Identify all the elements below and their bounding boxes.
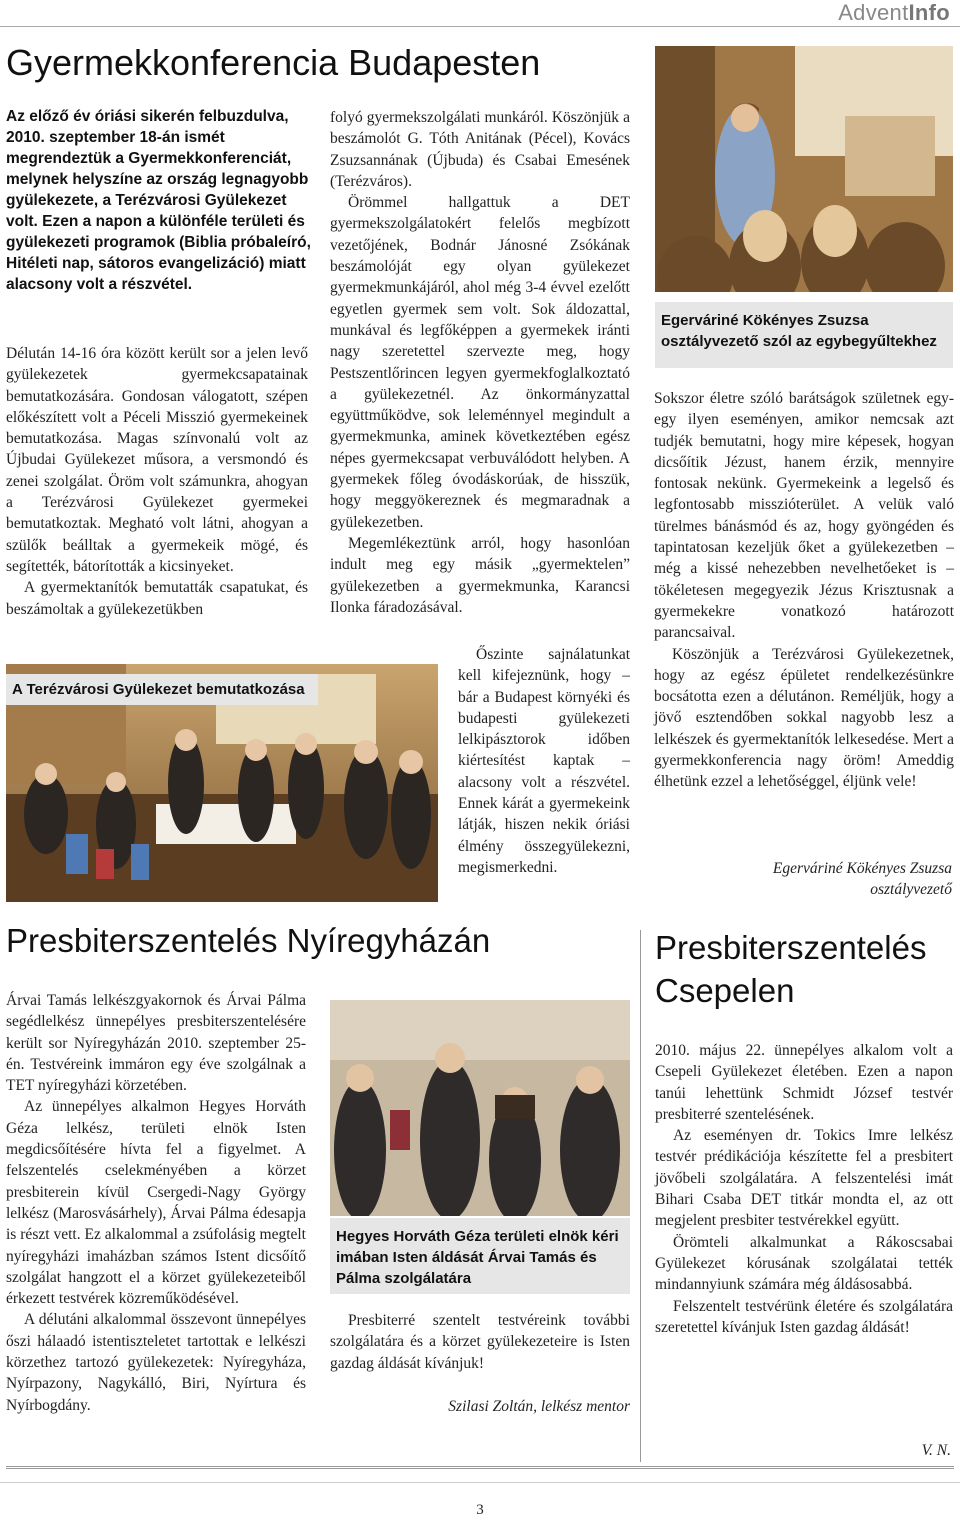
column-divider bbox=[640, 930, 641, 1462]
footer-rule bbox=[6, 1466, 954, 1469]
article-title-gyermekkonferencia: Gyermekkonferencia Budapesten bbox=[6, 42, 541, 83]
footer-rule-thin bbox=[0, 1482, 960, 1483]
paragraph: 2010. május 22. ünnepélyes alkalom volt a Csepeli Gyülekezet életében. Ezen a napon tanúi lehettünk Schmidt József testvér presbiterré szentelésének. bbox=[655, 1042, 953, 1123]
photo-caption-ordination: Hegyes Horváth Géza területi elnök kéri imában Isten áldását Árvai Tamás és Pálma szolgálatára bbox=[330, 1218, 630, 1294]
paragraph: A gyermektanítók bemutatták csapatukat, és beszámoltak a gyülekezetükben bbox=[6, 579, 308, 618]
article1-column-3 bbox=[654, 388, 954, 793]
paragraph: Őszinte sajnálatunkat kell kifejeznünk, hogy – bár a Budapest környéki és budapesti gyülekezeti lelkipásztorok időben kiértesítést kaptak – alacsony volt a részvétel. Ennek kárát a gyermekeink látják, hiszen nekik óriási élmény összegyülekezni, megismerkedni. bbox=[458, 646, 630, 876]
photo-scene bbox=[330, 1000, 630, 1216]
article3-signature: V. N. bbox=[921, 1442, 951, 1459]
header-rule bbox=[0, 26, 960, 27]
article2-body bbox=[6, 990, 306, 1416]
paragraph: Örömteli alkalmunkat a Rákoscsabai Gyülekezet kórusának szolgálatai tették mindannyiunk számára még áldásosabbá. bbox=[655, 1233, 953, 1294]
photo-caption-speaker: Egerváriné Kökényes Zsuzsa osztályvezető szól az egybegyűltekhez bbox=[655, 302, 953, 368]
article2-closing bbox=[330, 1310, 630, 1374]
paragraph: A délutáni alkalommal összevont ünnepélyes őszi hálaadó istentiszteletet tartottak e lelkészi körzethez tartozó gyülekezetek: Nyíregyháza, Nyírpazony, Nagykálló, Biri, Nyírtura és Nyírbogdány. bbox=[6, 1311, 306, 1414]
title-line: Csepelen bbox=[655, 972, 795, 1009]
paragraph: Az eseményen dr. Tokics Imre lelkész testvér prédikációja készítette fel a presbitert jövőbeli szolgálatára. A felszentelési imát Bihari Csaba DET titkár mondta el, az ott megjelent presbiter testvérekkel együtt. bbox=[655, 1127, 953, 1230]
paragraph: Megemlékeztünk arról, hogy hasonlóan indult meg egy másik „gyermektelen” gyülekezetben a gyermekmunka, Karancsi Ilonka fáradozásával. bbox=[330, 534, 630, 616]
article-lead: Az előző év óriási sikerén felbuzdulva, 2010. szeptember 18-án ismét megrendeztük a Gyermekkonferenciát, melynek helyszíne az ország legnagyobb gyülekezete, a Terézvárosi Gyülekezet volt. Ezen a napon a különféle területi és gyülekezeti programok (Biblia próbaleíró, Hitéleti nap, sátoros evangelizáció) miatt alacsony volt a részvétel. bbox=[6, 108, 311, 293]
photo-caption-terezvaros: A Terézvárosi Gyülekezet bemutatkozása bbox=[6, 674, 318, 705]
page-number: 3 bbox=[476, 1502, 484, 1518]
paragraph: Délután 14-16 óra között került sor a jelen levő gyülekezetek gyermekcsapatainak bemutatkozására. Gondosan válogatott, szépen előkészített volt a Péceli Misszió gyermekeinek bemutatkozása. Magas színvonalú volt az Újbudai Gyülekezet műsora, a versmondó és zenei szolgálat. Öröm volt számunkra, ahogyan a Terézvárosi Gyülekezet gyermekei bemutatkoztak. Megható volt látni, ahogyan a szülők beálltak a gyermekeik mögé, és segítették, bátorították a kicsinyeket. bbox=[6, 345, 308, 575]
article1-column-2-narrow bbox=[458, 644, 630, 878]
paragraph: Örömmel hallgattuk a DET gyermekszolgálatokért felelős megbízott vezetőjének, Bodnár Jánosné Zsókának beszámolóját egy olyan gyülekezet gyermekmunkájáról, ahol még 3-4 évvel ezelőtt egyetlen gyermek sem volt. Sok áldozattal, munkával és legfőképpen a gyermekek iránti nagy szeretettel szervezte meg, hogy Pestszentlőrincen legyen gyermekfoglalkoztató a gyülekezetnél. Az önkormányzattal együttműködve, sok leleménnyel megindult a gyermekmunka, aminek következtében egész népes gyermekcsapat verbuválódott helyben. A gyermekek főleg óvodáskorúak, de hisszük, hogy meggyökereznek és megmaradnak a gyülekezetben. bbox=[330, 194, 630, 531]
paragraph: Árvai Tamás lelkészgyakornok és Árvai Pálma segédlelkész ünnepélyes presbiterszentelésére került sor Nyíregyházán 2010. szeptember 25-én. Testvéreink immáron egy éve szolgálnak a TET nyíregyházi körzetében. bbox=[6, 992, 306, 1095]
signature-role: osztályvezető bbox=[870, 881, 952, 898]
photo-scene bbox=[655, 46, 953, 292]
paragraph: Presbiterré szentelt testvéreink további szolgálatára és a körzet gyülekezeteire is Isten gazdag áldását kívánjuk! bbox=[330, 1312, 630, 1372]
title-line: Presbiterszentelés bbox=[655, 929, 927, 966]
photo-speaker-at-podium bbox=[655, 46, 953, 292]
article1-column-1 bbox=[6, 343, 308, 620]
article1-column-2 bbox=[330, 107, 630, 618]
article-title-nyiregyhaza: Presbiterszentelés Nyíregyházán bbox=[6, 922, 491, 959]
magazine-brand: AdventInfo bbox=[838, 0, 950, 25]
article2-signature: Szilasi Zoltán, lelkész mentor bbox=[448, 1398, 630, 1415]
article1-signature bbox=[654, 858, 952, 900]
paragraph: Sokszor életre szóló barátságok születnek egy-egy ilyen eseményen, amikor nemcsak azt tudjék bemutatni, hogy mire képesek, hogyan dicsőítik Jézust, hanem érzik, mennyire fontosak nekünk. Gyermekeink a legelső és legfontosabb misszióterület. A velük való türelmes bánásmód és az, hogy gyöngéden és tapintatosan kezeljük őket a gyülekezetben – még a kissé nehezebben nevelhetőeket is – tökéletesen megegyezik Jézus Krisztusnak a gyermekekre vonatkozó határozott parancsaival. bbox=[654, 390, 954, 642]
photo-ordination-prayer bbox=[330, 1000, 630, 1216]
signature-name: Egerváriné Kökényes Zsuzsa bbox=[772, 860, 952, 877]
paragraph: Köszönjük a Terézvárosi Gyülekezetnek, hogy az egész épületet rendelkezésünkre bocsátotta ezen a délutánon. Reméljük, hogy a jövő esztendőben sokkal nagyobb lesz a lelkészek és gyermektanítók lelkesedése. Mert a gyermekkonferencia nagy öröm! Ameddig élhetünk ezzel a lehetőséggel, éljünk vele! bbox=[654, 645, 954, 791]
article3-body bbox=[655, 1040, 953, 1338]
article-title-csepel bbox=[655, 926, 926, 1012]
paragraph: Felszentelt testvérünk életére és szolgálatára szeretettel kívánjuk Isten gazdag áldását! bbox=[655, 1297, 953, 1336]
paragraph: folyó gyermekszolgálati munkáról. Köszönjük a beszámolót G. Tóth Anitának (Pécel), Kovács Zsuzsannának (Újbuda) és Csabai Emesének (Terézváros). bbox=[330, 109, 630, 190]
paragraph: Az ünnepélyes alkalmon Hegyes Horváth Géza lelkész, területi elnök Isten megdicsőítésére hívta fel a figyelmet. A felszentelés cselekményében a körzet presbiterein kívül Csergedi-Nagy György lelkész (Marosvásárhely), Árvai Pálma édesapja is részt vett. Ez alkalommal a zsúfolásig megtelt nyíregyházi imaházban számos Istent dicsőítő szolgálat hangzott el a körzet gyülekezeteiből érkezett testvérek közreműködésével. bbox=[6, 1098, 306, 1308]
